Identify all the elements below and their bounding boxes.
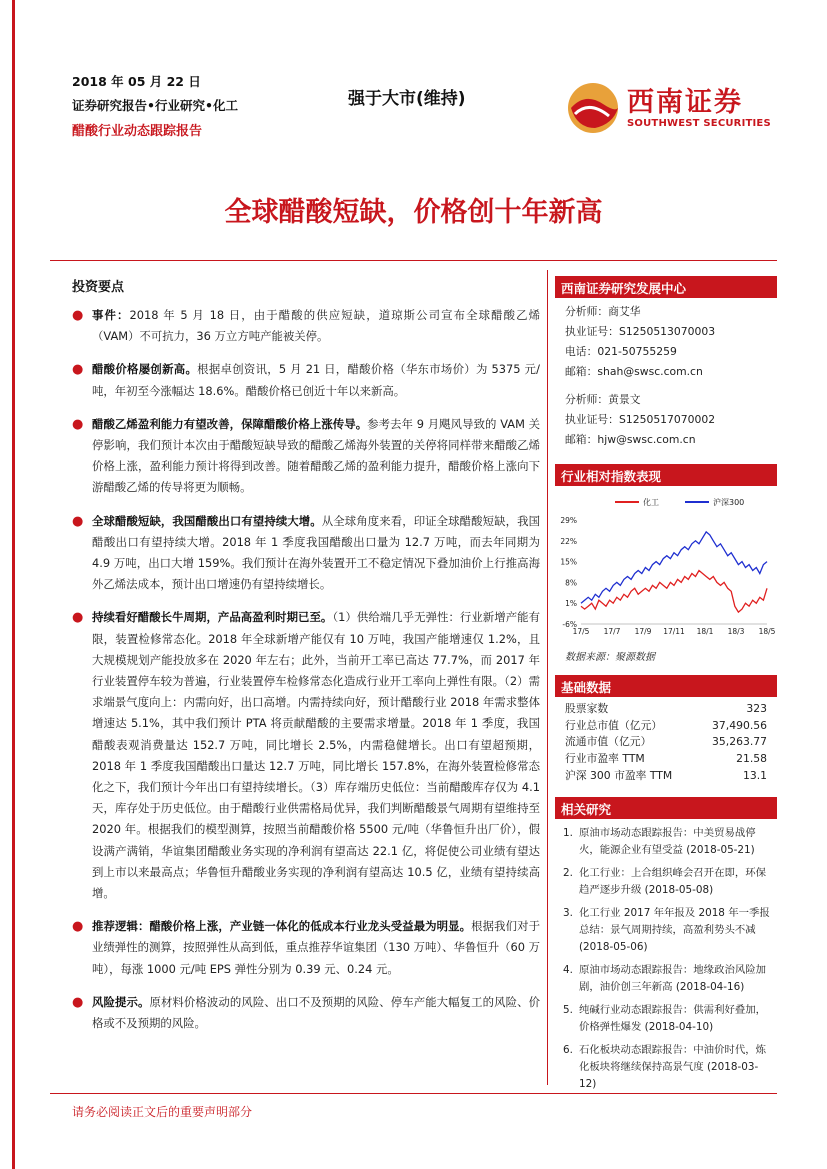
x-tick-label: 18/5 — [758, 627, 776, 636]
basic-data-value: 13.1 — [742, 768, 767, 782]
basic-data-row — [555, 718, 777, 735]
related-num: 2. — [563, 866, 573, 879]
analyst-line: 分析师：商艾华 — [565, 305, 641, 318]
related-num: 5. — [563, 1003, 573, 1016]
bullet-item — [72, 511, 540, 596]
bullet-text: 从全球角度来看，印证全球醋酸短缺，我国醋酸出口有望持续大增。2018 年 1 季度我国醋酸出口量为 12.7 万吨，而去年同期为 4.9 万吨，出口大增 159%。我们预计在海外装置开工不稳定情况下叠加油价上行推高海外乙烯法成本，预计出口增速仍有望持续增长。 — [92, 513, 540, 592]
bullet-dot-icon: ● — [72, 919, 84, 935]
divider-top — [50, 260, 777, 261]
related-research-item[interactable] — [555, 865, 777, 899]
related-research-title: 相关研究 — [555, 797, 777, 819]
bullet-text: 根据卓创资讯，5 月 21 日，醋酸价格（华东市场价）为 5375 元/吨，年初至今涨幅达 18.6%。醋酸价格已创近十年以来新高。 — [92, 362, 540, 398]
basic-data-table — [555, 701, 777, 785]
y-tick-label: 1% — [565, 599, 577, 609]
related-text: 纯碱行业动态跟踪报告：供需利好叠加，价格弹性爆发 (2018-04-10) — [579, 1003, 767, 1033]
analyst-line: 电话：021-50755259 — [565, 345, 677, 358]
bullet-lead: 事件： — [92, 308, 130, 322]
bullet-dot-icon: ● — [72, 362, 84, 378]
related-text: 化工行业：上合组织峰会召开在即，环保趋严逐步升级 (2018-05-08) — [579, 866, 767, 896]
analyst-line: 执业证号：S1250513070003 — [565, 325, 716, 338]
related-num: 3. — [563, 906, 573, 919]
report-subtitle: 醋酸行业动态跟踪报告 — [72, 124, 203, 139]
bullet-dot-icon: ● — [72, 308, 84, 323]
bullet-lead: 醋酸乙烯盈利能力有望改善，保障醋酸价格上涨传导。 — [92, 416, 368, 431]
sidebar — [555, 276, 777, 1099]
x-tick-label: 17/9 — [634, 627, 652, 636]
footer-notice: 请务必阅读正文后的重要声明部分 — [72, 1105, 253, 1119]
index-chart-svg — [555, 492, 777, 642]
left-red-bar — [12, 0, 15, 1169]
analyst-line: 分析师：黄景文 — [565, 393, 641, 406]
bullet-item — [72, 414, 540, 499]
analyst-line: 执业证号：S1250517070002 — [565, 413, 716, 426]
basic-data-row — [555, 701, 777, 718]
column-divider — [547, 270, 548, 1085]
basic-data-label: 流通市值（亿元） — [565, 735, 652, 749]
index-chart — [555, 492, 777, 646]
related-num: 4. — [563, 963, 573, 976]
basic-data-title: 基础数据 — [555, 675, 777, 697]
legend-label: 化工 — [643, 498, 659, 507]
y-tick-label: 15% — [560, 557, 577, 567]
y-tick-label: 29% — [560, 516, 577, 525]
report-type: 证券研究报告•行业研究•化工 — [72, 98, 238, 113]
logo-text-cn: 西南证券 — [627, 87, 743, 118]
x-tick-label: 17/5 — [572, 627, 590, 636]
related-research-item[interactable] — [555, 905, 777, 956]
main-content — [72, 276, 540, 1046]
basic-data-row — [555, 751, 777, 768]
x-tick-label: 17/7 — [603, 627, 621, 636]
section-title: 投资要点 — [72, 280, 125, 295]
analyst-info — [555, 302, 777, 450]
related-research-item[interactable] — [555, 1002, 777, 1036]
bullet-dot-icon: ● — [72, 994, 84, 1010]
bullet-dot-icon: ● — [72, 610, 84, 626]
related-research-item[interactable] — [555, 825, 777, 859]
related-text: 原油市场动态跟踪报告：地缘政治风险加剧，油价创三年新高 (2018-04-16) — [579, 963, 767, 993]
legend-label: 沪深300 — [713, 498, 745, 507]
bullet-text: 2018 年 5 月 18 日，由于醋酸的供应短缺，道琼斯公司宣布全球醋酸乙烯（VAM）不可抗力，36 万立方吨产能被关停。 — [92, 308, 540, 344]
related-research-list — [555, 825, 777, 1093]
basic-data-value: 37,490.56 — [712, 718, 767, 732]
bullet-lead: 持续看好醋酸长牛周期，产品高盈利时期已至。 — [92, 610, 333, 625]
logo-emblem-icon — [565, 78, 625, 138]
logo-text-en: SOUTHWEST SECURITIES — [627, 118, 771, 129]
bullet-item — [72, 916, 540, 980]
x-tick-label: 18/1 — [696, 627, 714, 636]
bullet-text: （1）供给端几乎无弹性：行业新增产能有限，装置检修常态化。2018 年全球新增产能仅有 10 万吨，我国产能增速仅 1.2%，且大规模规划产能投放多在 2020 年左右；此外，当前开工率已高达 77.7%，而 2017 年行业装置停车较为普遍，行业装置停车检修常态化造成行业开工率向上弹性有限。（2）需求端景气度向上：内需向好，出口高增。内需持续向好，预计醋酸行业 2018 年需求整体增速达 5.1%，其中我们预计 PTA 将贡献醋酸的主要需求增量。2018 年 1 季度，我国醋酸表观消费量达 152.7 万吨，同比增长 2.5%，内需稳健增长。出口有望超预期，2018 年 1 季度我国醋酸出口量达 12.7 万吨，同比增长 157.8%，在海外装置检修常态化之下，我们预计今年出口有望持续增长。（3）库存端历史低位：当前醋酸库存仅为 4.1 天，库存处于历史低位。由于醋酸行业供需格局优异，我们判断醋酸景气周期有望维持至 2020 年。根据我们的模型测算，按照当前醋酸价格 5500 元/吨（华鲁恒升出厂价），假设满产满销，华谊集团醋酸业务实现的净利润有望高达 22.1 亿，将促使公司业绩有望达到上市以来最高点；华鲁恒升醋酸业务实现的净利润有望高达 10.5 亿，业绩有望持续高增。 — [92, 610, 540, 901]
analyst-line: 邮箱：shah@swsc.com.cn — [565, 365, 703, 378]
series-line — [581, 532, 767, 603]
basic-data-label: 行业总市值（亿元） — [565, 718, 663, 732]
analyst-line: 邮箱：hjw@swsc.com.cn — [565, 433, 696, 446]
related-num: 1. — [563, 826, 573, 839]
page-title: 全球醋酸短缺，价格创十年新高 — [224, 197, 603, 228]
bullet-lead: 风险提示。 — [92, 994, 150, 1009]
bullet-lead: 全球醋酸短缺，我国醋酸出口有望持续大增。 — [92, 513, 322, 528]
basic-data-label: 行业市盈率 TTM — [565, 752, 645, 766]
related-research-item[interactable] — [555, 1042, 777, 1093]
data-source: 数据来源：聚源数据 — [565, 652, 655, 663]
research-center-title: 西南证券研究发展中心 — [555, 276, 777, 298]
bullet-lead: 醋酸价格屡创新高。 — [92, 362, 198, 377]
y-tick-label: 22% — [560, 536, 577, 546]
bullet-dot-icon: ● — [72, 513, 84, 529]
bullet-item — [72, 305, 540, 347]
related-text: 石化板块动态跟踪报告：中油价时代，炼化板块将继续保持高景气度 (2018-03-12) — [579, 1043, 767, 1090]
basic-data-label: 股票家数 — [565, 702, 609, 715]
bullet-item — [72, 992, 540, 1034]
related-research-item[interactable] — [555, 962, 777, 996]
x-tick-label: 18/3 — [727, 627, 745, 636]
basic-data-row — [555, 768, 777, 785]
bullet-dot-icon: ● — [72, 416, 84, 432]
basic-data-value: 323 — [746, 702, 767, 715]
basic-data-label: 沪深 300 市盈率 TTM — [565, 768, 673, 782]
bullet-text: 参考去年 9 月飓风导致的 VAM 关停影响，我们预计本次由于醋酸短缺导致的醋酸乙烯海外装置的关停将同样带来醋酸乙烯价格上涨，盈利能力预计将得到改善。随着醋酸乙烯的盈利能力提升，醋酸价格上涨向下游醋酸乙烯的传导将更为顺畅。 — [92, 416, 540, 495]
bullet-text: 根据我们对于业绩弹性的测算，按照弹性从高到低，重点推荐华谊集团（130 万吨）、华鲁恒升（60 万吨），每涨 1000 元/吨 EPS 弹性分别为 0.39 元、0.24 元。 — [92, 919, 540, 976]
related-text: 原油市场动态跟踪报告：中美贸易战停火，能源企业有望受益 (2018-05-21) — [579, 826, 756, 856]
basic-data-value: 21.58 — [736, 752, 767, 766]
y-tick-label: 8% — [565, 578, 577, 588]
y-tick-label: -6% — [562, 620, 577, 629]
basic-data-row — [555, 734, 777, 751]
bullet-list — [72, 305, 540, 1034]
performance-title: 行业相对指数表现 — [555, 464, 777, 486]
bullet-lead: 推荐逻辑：醋酸价格上涨，产业链一体化的低成本行业龙头受益最为明显。 — [92, 919, 472, 934]
related-text: 化工行业 2017 年年报及 2018 年一季报总结：景气周期持续，高盈利势头不减 (2018-05-06) — [579, 906, 770, 953]
report-date: 2018 年 05 月 22 日 — [72, 74, 201, 89]
bullet-item — [72, 359, 540, 401]
x-tick-label: 17/11 — [663, 627, 685, 636]
bullet-item — [72, 607, 540, 904]
bullet-text: 原材料价格波动的风险、出口不及预期的风险、停车产能大幅复工的风险、价格或不及预期的风险。 — [92, 994, 540, 1031]
company-logo — [565, 78, 775, 138]
related-num: 6. — [563, 1043, 573, 1056]
basic-data-value: 35,263.77 — [712, 735, 767, 749]
industry-rating: 强于大市(维持) — [348, 89, 466, 109]
